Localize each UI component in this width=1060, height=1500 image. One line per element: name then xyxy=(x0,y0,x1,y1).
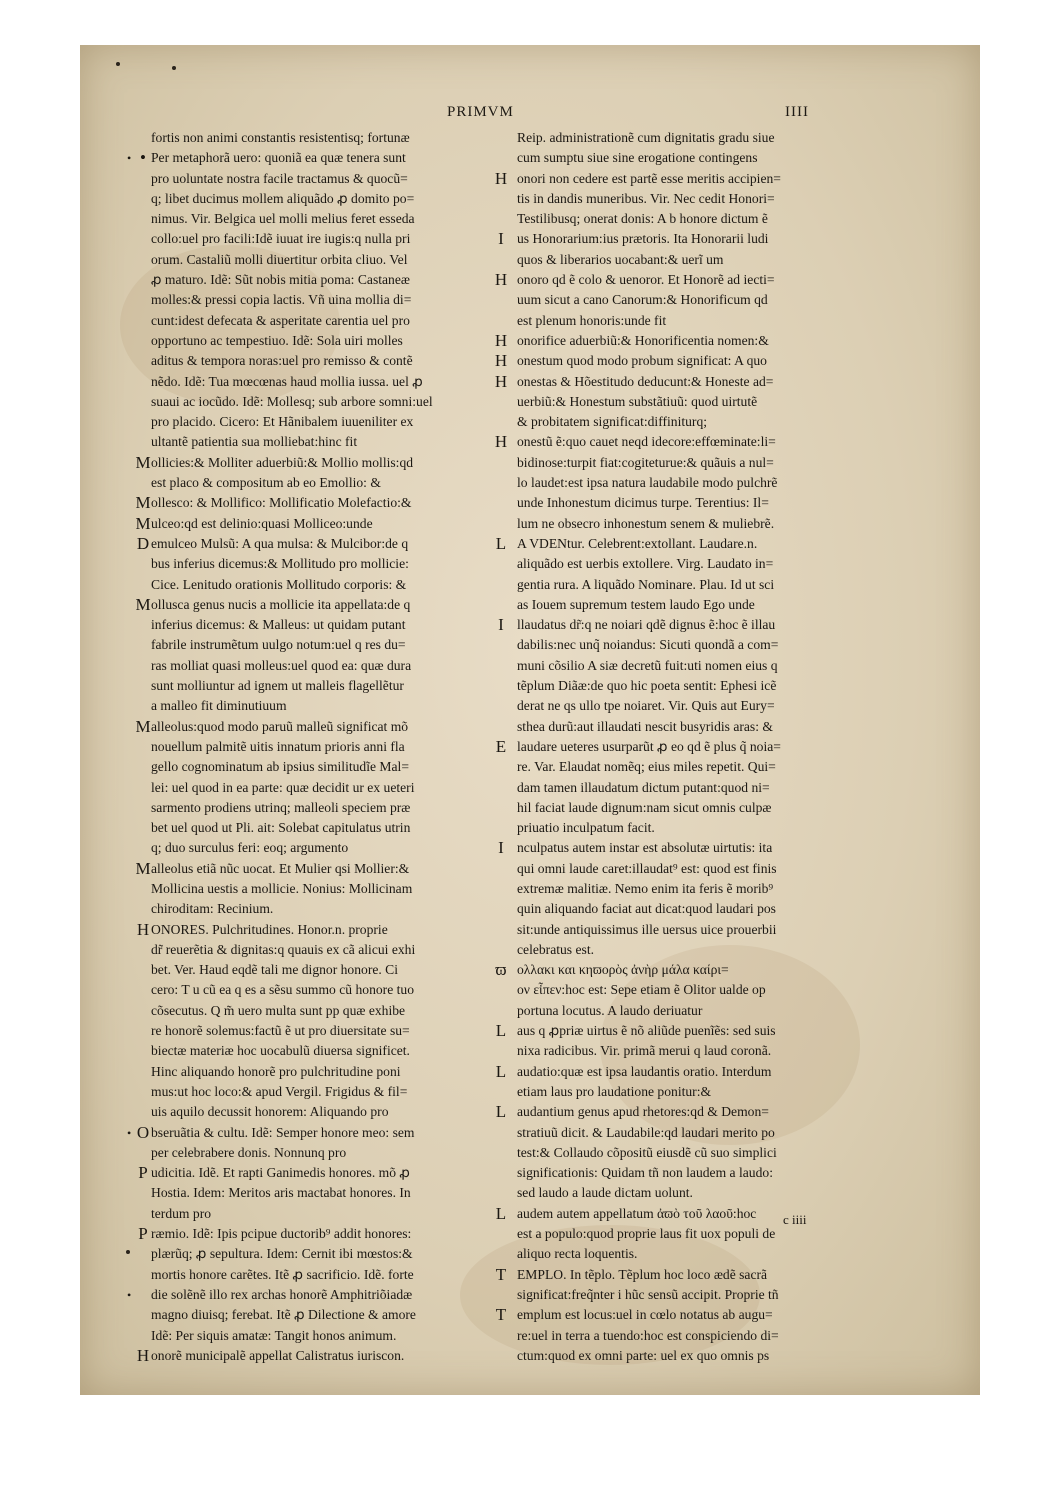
line-text: uis aquilo decussit honorem: Aliquando pro xyxy=(151,1104,389,1120)
text-line xyxy=(135,594,491,615)
line-text: sit:unde antiquissimus ille uersus uice prouerbii xyxy=(517,921,777,937)
line-text: opportuno ac tempestiuo. Idẽ: Sola uiri molles xyxy=(151,332,403,348)
line-text: bus inferius dicemus:& Mollitudo pro mollicie: xyxy=(151,556,409,572)
line-text: ONORES. Pulchritudines. Honor.n. proprie xyxy=(151,921,388,937)
marginal-initial: M xyxy=(135,858,151,878)
marginal-initial: I xyxy=(498,615,504,635)
text-line xyxy=(141,879,491,899)
text-line xyxy=(495,351,845,371)
text-line xyxy=(141,615,491,635)
text-line xyxy=(141,270,491,290)
line-text: cunt:idest defecata & asperitate carentia uel pro xyxy=(151,312,410,328)
line-text: gello cognominatum ab ipsius similitudĩe Mal= xyxy=(151,759,409,775)
line-text: sarmento prodiens utrinq; malleoli speciem præ xyxy=(151,799,411,815)
text-line xyxy=(495,940,845,960)
text-line xyxy=(495,1346,845,1366)
text-line xyxy=(141,1001,491,1021)
line-text: lei: uel quod in ea parte: quæ decidit ur ex ueteri xyxy=(151,779,415,795)
text-line xyxy=(141,635,491,655)
text-line xyxy=(495,209,845,229)
line-text: Hostia. Idem: Meritos aris mactabat honores. In xyxy=(151,1185,411,1201)
text-line xyxy=(495,1183,845,1203)
line-text: bet uel quod ut Pli. ait: Solebat capitulatus utrin xyxy=(151,820,411,836)
marginal-initial: L xyxy=(495,533,507,553)
line-text: onestum quod modo probum significat: A quo xyxy=(517,353,767,369)
line-text: Testilibusq; onerat donis: A b honore dictum ẽ xyxy=(517,211,768,227)
marginal-initial: M xyxy=(135,513,151,533)
text-line xyxy=(141,412,491,432)
text-line xyxy=(141,1265,491,1285)
text-line xyxy=(495,148,845,168)
line-text: ον εἶπεν:hoc est: Sepe etiam ẽ Olitor ualde op xyxy=(517,982,766,998)
marginal-initial: T xyxy=(495,1305,507,1325)
line-text: laudare ueteres usurparũt ꝓ eo qd ẽ plus q̃ noia= xyxy=(517,738,781,754)
line-text: Hinc aliquando honorẽ pro pulchritudine poni xyxy=(151,1063,401,1079)
line-text: re honorẽ solemus:factũ ẽ ut pro diuersitate su= xyxy=(151,1023,410,1039)
marginal-initial: M xyxy=(135,716,151,736)
line-text: plærũq; ꝓ sepultura. Idem: Cernit ibi mœstos:& xyxy=(151,1246,413,1262)
marginal-initial: H xyxy=(136,919,150,939)
line-text: pro uoluntate nostra facile tractamus & quocũ= xyxy=(151,170,408,186)
text-line xyxy=(135,452,491,473)
marginal-initial: I xyxy=(498,838,504,858)
line-text: celebratus est. xyxy=(517,941,594,957)
text-line xyxy=(136,533,491,554)
line-text: q; libet ducimus mollem aliquãdo ꝓ domito po= xyxy=(151,190,415,206)
text-line xyxy=(495,493,845,513)
text-line xyxy=(141,554,491,574)
line-text: portuna locutus. A laudo deriuatur xyxy=(517,1002,703,1018)
text-line xyxy=(136,919,491,940)
marginal-initial: H xyxy=(494,168,508,188)
marginal-initial: H xyxy=(494,371,508,391)
line-text: ræmio. Idẽ: Ipis pcipue ductorib⁹ addit honores: xyxy=(151,1226,412,1242)
text-line xyxy=(495,838,845,858)
marginal-initial: L xyxy=(495,1102,507,1122)
line-text: Cice. Lenitudo orationis Mollitudo corporis: & xyxy=(151,576,407,592)
text-line xyxy=(495,575,845,595)
text-line xyxy=(127,1122,491,1143)
line-text: significat:freq̃nter i hũc sensũ accipit. Proprie tñ xyxy=(517,1286,779,1302)
text-line xyxy=(495,798,845,818)
text-line xyxy=(495,656,845,676)
text-line xyxy=(127,1285,491,1305)
text-line xyxy=(141,778,491,798)
text-line xyxy=(495,473,845,493)
text-line xyxy=(141,696,491,716)
line-text: bet. Ver. Haud eqdẽ tali me dignor honore. Ci xyxy=(151,962,399,978)
line-text: die solẽnẽ illo rex archas honorẽ Amphitriõiadæ xyxy=(151,1286,413,1302)
text-line xyxy=(495,615,845,635)
text-line xyxy=(141,1183,491,1203)
line-text: cero: T u cũ ea q es a sẽsu summo cũ honore tuo xyxy=(151,982,415,998)
line-text: q; duo surculus feri: eoq; argumento xyxy=(151,840,349,856)
line-text: bidinose:turpit fiat:cogiteturue:& quãuis a nul= xyxy=(517,454,774,470)
text-line xyxy=(495,778,845,798)
line-text: nimus. Vir. Belgica uel molli melius feret esseda xyxy=(151,211,415,227)
line-text: fortis non animi constantis resistentisq; fortunæ xyxy=(151,130,410,145)
right-text-column xyxy=(495,128,845,1366)
line-text: molles:& pressi copia lactis. Vñ uina mollia di= xyxy=(151,292,412,308)
line-text: est plenum honoris:unde fit xyxy=(517,312,667,328)
text-line xyxy=(495,392,845,412)
line-text: suaui ac iocũdo. Idẽ: Mollesq; sub arbore somni:uel xyxy=(151,393,433,409)
text-line xyxy=(495,311,845,331)
text-line xyxy=(141,1143,491,1163)
line-text: nẽdo. Idẽ: Tua mœcœnas haud mollia iussa. uel ꝓ xyxy=(151,373,423,389)
line-text: emplum est locus:uel in cœlo notatus ab augu= xyxy=(517,1307,773,1323)
text-line xyxy=(495,1102,845,1122)
text-line xyxy=(141,676,491,696)
text-line xyxy=(138,1163,491,1183)
line-text: extremæ malitiæ. Nemo enim ita feris ẽ morib⁹ xyxy=(517,880,774,896)
line-text: inferius dicemus: & Malleus: ut quidam putant xyxy=(151,617,406,633)
line-text: pro placido. Cicero: Et Hãnibalem iuueniliter ex xyxy=(151,414,414,430)
text-line xyxy=(495,189,845,209)
text-line xyxy=(495,554,845,574)
margin-mark xyxy=(126,1250,130,1254)
line-text: aus q ꝓpriæ uirtus ẽ nõ aliũde puenĩẽs: sed suis xyxy=(517,1023,776,1039)
line-text: per celebrabere donis. Nonnunq pro xyxy=(151,1144,347,1160)
line-text: nixa radicibus. Vir. primã merui q laud coronã. xyxy=(517,1043,772,1059)
line-text: ollusca genus nucis a mollicie ita appellata:de q xyxy=(151,596,411,612)
text-line xyxy=(141,290,491,310)
marginal-initial: M xyxy=(135,594,151,614)
text-line xyxy=(495,676,845,696)
text-line xyxy=(495,412,845,432)
text-line xyxy=(495,1326,845,1346)
line-text: ollesco: & Mollifico: Mollificatio Molefactio:& xyxy=(151,495,412,511)
line-text: onorẽ municipalẽ appellat Calistratus iuriscon. xyxy=(151,1347,405,1363)
folio-number: IIII xyxy=(785,104,809,120)
text-line xyxy=(135,716,491,737)
line-text: Reip. administrationẽ cum dignitatis gradu siue xyxy=(517,130,775,145)
line-text: orum. Castaliũ molli diuertitur orbita cliuo. Vel xyxy=(151,251,408,267)
text-line xyxy=(495,270,845,290)
line-text: sthea durũ:aut illaudati nescit busyridis aras: & xyxy=(517,718,773,734)
text-line xyxy=(495,534,845,554)
line-text: est placo & compositum ab eo Emollio: & xyxy=(151,475,381,491)
line-text: unde Inhonestum dicimus turpe. Terentius: Il= xyxy=(517,495,769,511)
line-text: qui omni laude caret:illaudat⁹ est: quod est finis xyxy=(517,860,777,876)
text-line xyxy=(141,209,491,229)
line-text: nouellum palmitẽ uitis innatum prioris anni fla xyxy=(151,738,405,754)
line-text: audem autem appellatum ἀϖὸ τοῦ λαοῦ:hoc xyxy=(517,1205,757,1221)
line-text: gentia rura. A liquãdo Nominare. Plau. Id ut sci xyxy=(517,576,775,592)
text-line xyxy=(138,1224,491,1244)
line-text: biectæ materiæ hoc uocabulũ diuersa significet. xyxy=(151,1043,410,1059)
text-line xyxy=(495,1082,845,1102)
text-line xyxy=(495,757,845,777)
text-line xyxy=(141,1204,491,1224)
line-text: magno diuisq; ferebat. Itẽ ꝓ Dilectione & amore xyxy=(151,1307,416,1323)
line-text: chiroditam: Recinium. xyxy=(151,901,274,917)
text-line xyxy=(495,1265,845,1285)
line-text: uerbiũ:& Honestum substãtiuũ: quod uirtutẽ xyxy=(517,393,758,409)
text-line xyxy=(141,1305,491,1325)
text-line xyxy=(141,351,491,371)
text-line xyxy=(495,290,845,310)
text-line xyxy=(141,940,491,960)
text-line xyxy=(495,920,845,940)
text-line xyxy=(495,331,845,351)
line-text: est a populo:quod proprie laus fit uox populi de xyxy=(517,1226,776,1242)
text-line xyxy=(141,899,491,919)
line-text: ulceo:qd est delinio:quasi Molliceo:unde xyxy=(151,515,373,531)
line-text: audatio:quæ est ipsa laudantis oratio. Interdum xyxy=(517,1063,772,1079)
line-text: ολλακι και κηϖορὸς ἀνὴρ μάλα καίρι= xyxy=(517,962,729,978)
text-line xyxy=(141,1244,491,1264)
line-text: ctum:quod ex omni parte: uel ex quo omnis ps xyxy=(517,1347,770,1363)
marginal-initial: I xyxy=(498,229,504,249)
line-text: nculpatus autem instar est absolutæ uirtutis: ita xyxy=(517,840,773,856)
text-line xyxy=(141,1082,491,1102)
text-line xyxy=(141,575,491,595)
line-text: udicitia. Idẽ. Et rapti Ganimedis honores. mõ ꝓ xyxy=(151,1165,410,1181)
marginal-initial: M xyxy=(135,493,151,513)
line-text: ultantẽ patientia sua molliebat:hinc fit xyxy=(151,434,358,450)
marginal-initial: E xyxy=(495,736,507,756)
text-line xyxy=(141,818,491,838)
line-text: fabrile instrumẽtum uulgo notum:uel q res du= xyxy=(151,637,406,653)
text-line xyxy=(135,493,491,513)
text-line xyxy=(495,1021,845,1041)
line-text: emulceo Mulsũ: A qua mulsa: & Mulcibor:de q xyxy=(151,535,409,551)
line-text: alleolus:quod modo paruũ malleũ significat mõ xyxy=(151,718,409,734)
line-text: Idẽ: Per siquis amatæ: Tangit honos animum. xyxy=(151,1327,397,1343)
text-line xyxy=(495,737,845,757)
marginal-initial: H xyxy=(136,1345,150,1365)
line-text: priuatio inculpatum facit. xyxy=(517,820,655,836)
text-line xyxy=(495,960,845,980)
text-line xyxy=(495,432,845,452)
text-line xyxy=(495,1001,845,1021)
marginal-initial: H xyxy=(494,432,508,452)
margin-mark xyxy=(172,66,176,70)
text-line xyxy=(141,128,491,148)
text-line xyxy=(141,250,491,270)
marginal-initial: L xyxy=(495,1021,507,1041)
line-text: onestas & Hõestitudo deducunt:& Honeste ad= xyxy=(517,373,774,389)
marginal-initial: H xyxy=(494,330,508,350)
text-line xyxy=(495,372,845,392)
line-text: onoro qd ẽ colo & uenoror. Et Honorẽ ad iecti= xyxy=(517,272,775,288)
line-text: stratiuũ dicit. & Laudabile:qd laudari merito po xyxy=(517,1124,775,1140)
line-text: muni cõsilio A siæ decretũ fuit:uti nomen eius q xyxy=(517,657,778,673)
marginal-initial: L xyxy=(495,1203,507,1223)
marginal-initial: H xyxy=(494,351,508,371)
marginal-initial: P xyxy=(138,1163,148,1183)
bullet-mark: • xyxy=(127,1125,132,1140)
text-line xyxy=(495,635,845,655)
text-line xyxy=(141,737,491,757)
line-text: re. Var. Elaudat nomẽq; eius miles repetit. Qui= xyxy=(517,759,776,775)
line-text: audantium genus apud rhetores:qd & Demon= xyxy=(517,1104,769,1120)
line-text: derat ne qs ullo tpe noiaret. Vir. Quis aut Eury= xyxy=(517,698,775,714)
text-line xyxy=(495,1041,845,1061)
text-line xyxy=(495,250,845,270)
marginal-initial: T xyxy=(495,1264,507,1284)
line-text: uum sicut a cano Canorum:& Honorificum qd xyxy=(517,292,768,308)
text-line xyxy=(495,453,845,473)
line-text: sunt molliuntur ad ignem ut malleis flagellẽtur xyxy=(151,678,404,694)
text-line xyxy=(495,859,845,879)
text-line xyxy=(141,757,491,777)
line-text: collo:uel pro facili:Idẽ iuuat ire iugis:q nulla pri xyxy=(151,231,411,247)
line-text: cum sumptu siue sine erogatione contingens xyxy=(517,150,758,166)
text-line xyxy=(141,1021,491,1041)
line-text: dr̃ reuerẽtia & dignitas:q quauis ex cã alicui exhi xyxy=(151,941,416,957)
line-text: ꝓ maturo. Idẽ: Sũt nobis mitia poma: Castaneæ xyxy=(151,272,410,288)
line-text: llaudatus dr̃:q ne noiari qdẽ dignus ẽ:hoc ẽ illau xyxy=(517,617,776,633)
line-text: Per metaphorã uero: quoniã ea quæ tenera sunt xyxy=(151,150,406,166)
text-line xyxy=(495,899,845,919)
line-text: aditus & tempora noras:uel pro remisso & contẽ xyxy=(151,353,413,369)
text-line xyxy=(141,656,491,676)
marginal-initial: L xyxy=(495,1061,507,1081)
text-line xyxy=(495,229,845,249)
margin-mark xyxy=(116,62,120,66)
line-text: a malleo fit diminutiuum xyxy=(151,698,287,714)
line-text: quin aliquando faciat aut dicat:quod laudari pos xyxy=(517,901,776,917)
text-line xyxy=(495,818,845,838)
signature-mark: c iiii xyxy=(783,1212,807,1227)
line-text: etiam laus pro laudatione ponitur:& xyxy=(517,1083,712,1099)
marginal-initial: ϖ xyxy=(495,960,507,980)
text-line xyxy=(495,128,845,148)
line-text: A VDENtur. Celebrent:extollant. Laudare.n. xyxy=(517,535,758,551)
text-line xyxy=(141,331,491,351)
line-text: mus:ut hoc loco:& apud Vergil. Frigidus & fil= xyxy=(151,1083,408,1099)
line-text: Mollicina uestis a mollicie. Nonius: Mollicinam xyxy=(151,880,413,896)
text-line xyxy=(141,229,491,249)
marginal-initial: O xyxy=(136,1122,150,1142)
left-text-column xyxy=(127,128,491,1366)
marginal-initial: D xyxy=(136,533,150,553)
line-text: mortis honore carẽtes. Itẽ ꝓ sacrificio. Idẽ. forte xyxy=(151,1266,414,1282)
bullet-mark: • xyxy=(127,151,132,166)
text-line xyxy=(141,392,491,412)
text-line xyxy=(136,1345,491,1366)
line-text: onorifice aduerbiũ:& Honorificentia nomen:& xyxy=(517,332,769,348)
line-text: EMPLO. In tẽplo. Tẽplum hoc loco ædẽ sacrã xyxy=(517,1266,768,1282)
text-line xyxy=(135,513,491,534)
text-line xyxy=(141,1326,491,1346)
text-line xyxy=(495,1062,845,1082)
line-text: tẽplum Diãæ:de quo hic poeta sentit: Ephesi icẽ xyxy=(517,678,777,694)
line-text: onestũ ẽ:quo cauet neqd idecore:effœminate:li= xyxy=(517,434,776,450)
text-line xyxy=(127,148,491,168)
text-line xyxy=(495,1163,845,1183)
marginal-initial: • xyxy=(140,148,146,168)
text-line xyxy=(495,514,845,534)
line-text: lo laudet:est ipsa natura laudabile modo pulchrẽ xyxy=(517,475,778,491)
text-line xyxy=(495,980,845,1000)
line-text: terdum pro xyxy=(151,1205,212,1221)
text-line xyxy=(141,1041,491,1061)
line-text: significationis: Quidam tñ non laudem a laudo: xyxy=(517,1165,773,1181)
line-text: alleolus etiã nũc uocat. Et Mulier qsi Mollier:& xyxy=(151,860,410,876)
marginal-initial: M xyxy=(135,452,151,472)
text-line xyxy=(495,1143,845,1163)
text-line xyxy=(495,1123,845,1143)
text-line xyxy=(141,473,491,493)
line-text: aliquo recta loquentis. xyxy=(517,1246,638,1262)
line-text: ras molliat quasi molleus:uel quod ea: quæ dura xyxy=(151,657,412,673)
text-line xyxy=(141,798,491,818)
line-text: ollicies:& Molliter aduerbiũ:& Mollio mollis:qd xyxy=(151,454,414,470)
line-text: us Honorarium:ius prætoris. Ita Honorarii ludi xyxy=(517,231,769,247)
text-line xyxy=(495,1285,845,1305)
line-text: re:uel in terra a tuendo:hoc est conspiciendo di= xyxy=(517,1327,779,1343)
text-line xyxy=(495,595,845,615)
line-text: tis in dandis muneribus. Vir. Nec cedit Honori= xyxy=(517,190,775,206)
marginal-initial: H xyxy=(494,270,508,290)
text-line xyxy=(141,980,491,1000)
line-text: as Iouem supremum testem laudo Ego unde xyxy=(517,596,755,612)
text-line xyxy=(495,169,845,189)
text-line xyxy=(141,311,491,331)
text-line xyxy=(495,717,845,737)
text-line xyxy=(141,189,491,209)
text-line xyxy=(141,960,491,980)
text-line xyxy=(141,838,491,858)
text-line xyxy=(495,1305,845,1325)
text-line xyxy=(141,1062,491,1082)
text-line xyxy=(495,1244,845,1264)
running-head: PRIMVM xyxy=(447,104,514,120)
bullet-mark: • xyxy=(127,1287,132,1302)
text-line xyxy=(141,432,491,452)
line-text: aliquãdo est uerbis extollere. Virg. Laudato in= xyxy=(517,556,774,572)
line-text: bseruãtia & cultu. Idẽ: Semper honore meo: sem xyxy=(151,1124,415,1140)
text-line xyxy=(495,696,845,716)
text-line xyxy=(495,879,845,899)
marginal-initial: P xyxy=(138,1224,148,1244)
line-text: test:& Collaudo cõpositũ eiusdẽ cũ suo simplici xyxy=(517,1144,777,1160)
text-line xyxy=(141,1102,491,1122)
line-text: & probitatem significat:diffiniturq; xyxy=(517,414,708,430)
line-text: onori non cedere est partẽ esse meritis accipien= xyxy=(517,170,781,186)
text-line xyxy=(141,372,491,392)
line-text: dabilis:nec unq̃ noiandus: Sicuti quondã a com= xyxy=(517,637,779,653)
line-text: lum ne obsecro inhonestum senem & muliebrẽ. xyxy=(517,515,775,531)
line-text: quos & liberarios uocabant:& uerĩ um xyxy=(517,251,724,267)
line-text: sed laudo a laude dictam uolunt. xyxy=(517,1185,693,1201)
line-text: dam tamen illaudatum dictum putant:quod ni= xyxy=(517,779,770,795)
text-line xyxy=(141,169,491,189)
text-line xyxy=(135,858,491,879)
line-text: cõsecutus. Q m̃ uero multa sunt pp quæ exhibe xyxy=(151,1002,406,1018)
line-text: hil faciat laude dignum:nam sicut omnis culpæ xyxy=(517,799,772,815)
